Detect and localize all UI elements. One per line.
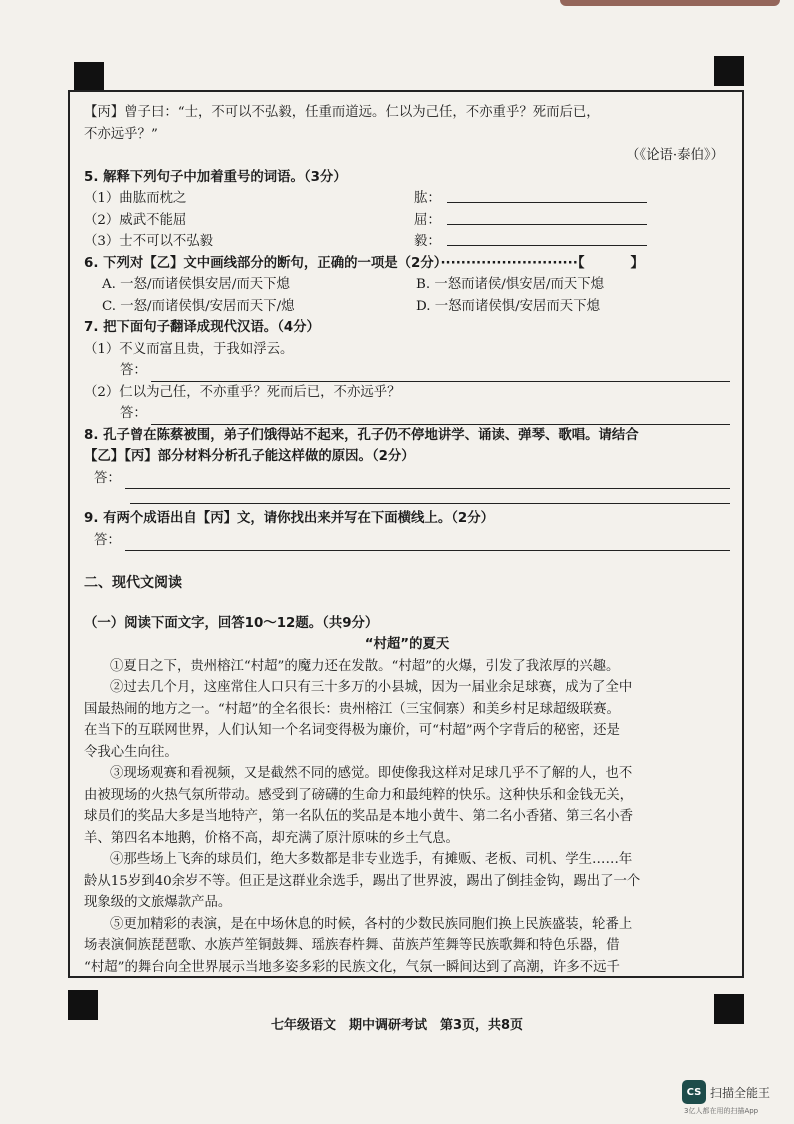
q6-option-c[interactable]: C. 一怒/而诸侯惧/安居而天下/熄	[102, 298, 295, 314]
passage-c-line2: 不亦远乎？”	[84, 126, 158, 142]
top-edge-smudge	[560, 0, 780, 6]
q7-answer-line-1[interactable]	[151, 367, 730, 382]
q8-answer-extra	[84, 489, 730, 504]
q8-line1: 8. 孔子曾在陈蔡被围，弟子们饿得站不起来，孔子仍不停地讲学、诵读、弹琴、歌唱。请结合	[84, 427, 639, 443]
q8-line2: 【乙】【丙】部分材料分析孔子能这样做的原因。（2分）	[84, 449, 415, 464]
q5-answer-blank-1[interactable]	[447, 188, 647, 203]
q5-title: 5. 解释下列句子中加着重号的词语。（3分）	[84, 169, 347, 185]
q7-title: 7. 把下面句子翻译成现代汉语。（4分）	[84, 320, 320, 335]
article-title: “村超”的夏天	[364, 637, 450, 652]
q7-sentence-2: （2）仁以为己任，不亦重乎？死而后已，不亦远乎？	[84, 384, 401, 400]
passage-c-line1: 【丙】曾子曰：“士，不可以不弘毅，任重而道远。仁以为己任，不亦重乎？死而后已，	[84, 105, 600, 120]
scanner-watermark	[682, 1080, 770, 1104]
article-para-3-l3: 球员们的奖品大多是当地特产，第一名队伍的奖品是本地小黄牛、第二名小香猪、第三名小香	[84, 809, 634, 824]
article-para-1: ①夏日之下，贵州榕江“村超”的魔力还在发散。“村超”的火爆，引发了我浓厚的兴趣。	[110, 658, 620, 674]
q7-answer-line-2[interactable]	[151, 410, 730, 425]
scanner-name: 扫描全能王	[710, 1085, 771, 1100]
corner-marker-top-right	[714, 56, 744, 86]
exam-page-frame	[68, 90, 744, 978]
page-footer: 七年级语文 期中调研考试 第3页，共8页	[270, 1018, 524, 1033]
article-para-4-l2: 龄从15岁到40余岁不等。但正是这群业余选手，踢出了世界波，踢出了倒挂金钩，踢出了一个	[84, 873, 641, 889]
article-para-3-l1: ③现场观赛和看视频，又是截然不同的感觉。即使像我这样对足球几乎不了解的人，也不	[110, 766, 633, 781]
scanner-tagline: 3亿人都在用的扫描App	[684, 1107, 759, 1115]
q5-answer-blank-2[interactable]	[447, 210, 647, 225]
camscanner-logo-icon: CS	[682, 1080, 706, 1104]
q6-title: 6. 下列对【乙】文中画线部分的断句，正确的一项是（2分）···························【 】	[84, 255, 644, 271]
q5-item-1: （1）曲肱而枕之 肱：	[84, 188, 730, 210]
article-para-3-l2: 由被现场的火热气氛所带动。感受到了磅礴的生命力和最纯粹的快乐。这种快乐和金钱无关，	[84, 787, 634, 803]
q6-option-a[interactable]: A. 一怒/而诸侯惧安居/而天下熄	[102, 277, 290, 292]
article-para-4-l1: ④那些场上飞奔的球员们，绝大多数都是非专业选手，有摊贩、老板、司机、学生……年	[110, 852, 633, 867]
q6-options-row2	[84, 296, 730, 318]
q5-answer-blank-3[interactable]	[447, 231, 647, 246]
article-para-2-l2: 国最热闹的地方之一。“村超”的全名很长：贵州榕江（三宝侗寨）和美乡村足球超级联赛。	[84, 701, 620, 717]
q7-sentence-1: （1）不义而富且贵，于我如浮云。	[84, 341, 294, 357]
q8-answer: 答：	[84, 468, 730, 490]
article-para-5-l2: 场表演侗族琵琶歌、水族芦笙铜鼓舞、瑶族春杵舞、苗族芦笙舞等民族歌舞和特色乐器，借	[84, 938, 620, 953]
corner-marker-top-left	[74, 62, 104, 92]
article-para-5-l1: ⑤更加精彩的表演，是在中场休息的时候，各村的少数民族同胞们换上民族盛装，轮番上	[110, 916, 633, 932]
article-para-2-l3: 在当下的互联网世界，人们认知一个名词变得极为廉价，可“村超”两个字背后的秘密，还是	[84, 723, 620, 738]
q9-title: 9. 有两个成语出自【丙】文，请你找出来并写在下面横线上。（2分）	[84, 511, 495, 526]
q9-answer: 答：	[84, 530, 730, 552]
q5-item-3: （3）士不可以不弘毅 毅：	[84, 231, 730, 253]
passage-c-source: （《论语·泰伯》）	[626, 148, 724, 163]
q6-option-b[interactable]: B. 一怒而诸侯/惧安居/而天下熄	[416, 277, 605, 292]
q7-answer-1: 答：	[84, 360, 730, 382]
article-para-2-l1: ②过去几个月，这座常住人口只有三十多万的小县城，因为一届业余足球赛，成为了全中	[110, 680, 633, 695]
section2-subtitle: （一）阅读下面文字，回答10～12题。（共9分）	[84, 615, 379, 631]
article-para-2-l4: 令我心生向往。	[84, 744, 178, 760]
q8-answer-line-1[interactable]	[125, 474, 730, 489]
q6-option-d[interactable]: D. 一怒而诸侯惧/安居而天下熄	[416, 298, 600, 314]
q5-item-2: （2）威武不能屈 屈：	[84, 210, 730, 232]
section2-title: 二、现代文阅读	[84, 575, 182, 591]
article-para-4-l3: 现象级的文旅爆款产品。	[84, 895, 232, 910]
q6-options-row1	[84, 274, 730, 296]
q8-answer-line-2[interactable]	[130, 489, 730, 504]
q7-answer-2: 答：	[84, 403, 730, 425]
article-para-3-l4: 羊、第四名本地鹅，价格不高，却充满了原汁原味的乡土气息。	[84, 830, 459, 846]
q9-answer-line[interactable]	[125, 536, 730, 551]
article-para-5-l3: “村超”的舞台向全世界展示当地多姿多彩的民族文化，气氛一瞬间达到了高潮，许多不远千	[84, 959, 620, 975]
